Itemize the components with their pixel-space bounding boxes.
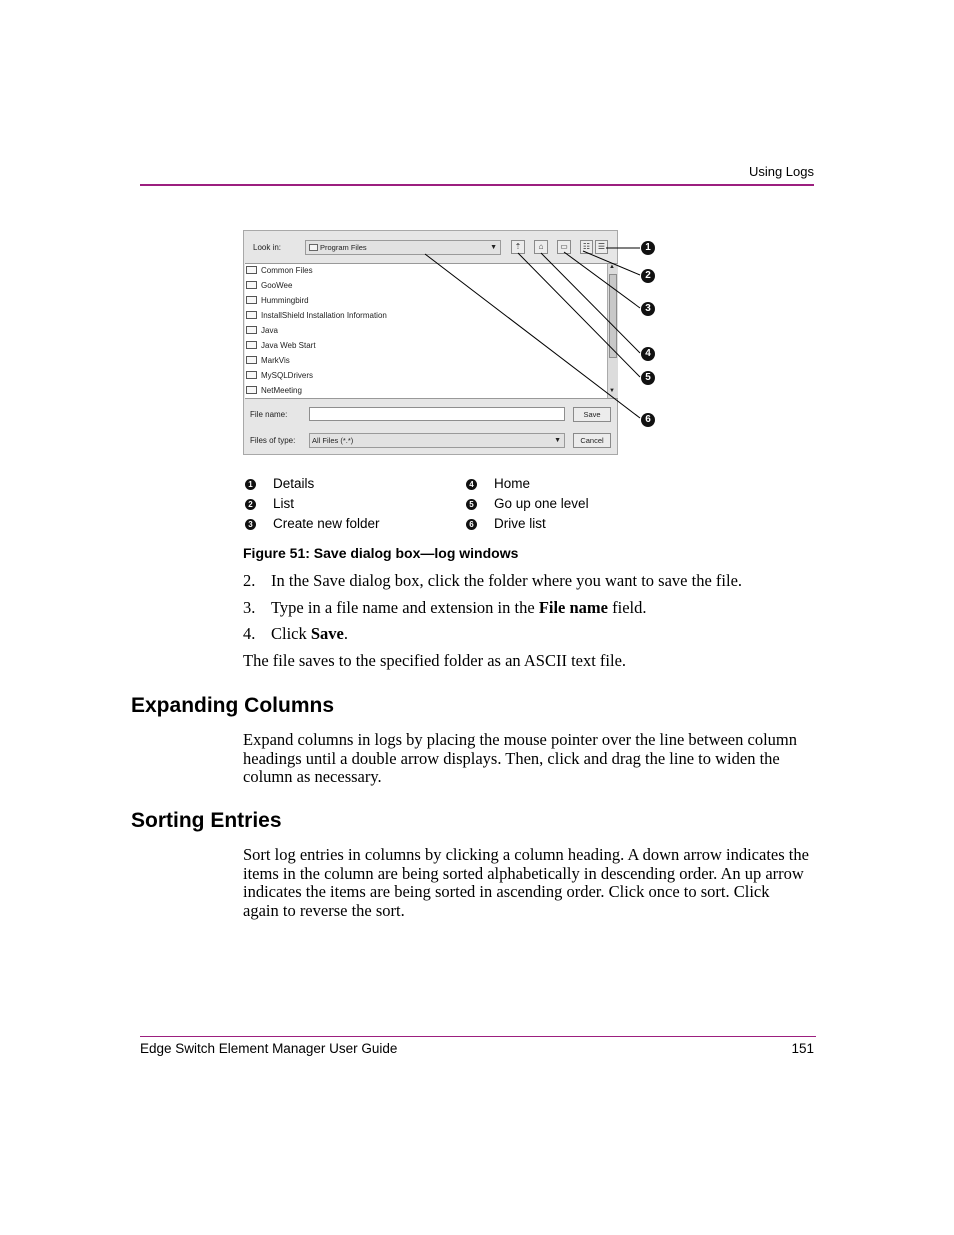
leader-line-4 [541, 253, 640, 353]
files-of-type-value: All Files (*.*) [312, 436, 354, 445]
leader-line-5 [518, 253, 640, 377]
running-header: Using Logs [748, 164, 814, 179]
callout-3: 3 [641, 302, 655, 316]
list-item[interactable]: MySQLDrivers [246, 371, 313, 386]
legend-item-home: 4 Home [466, 476, 477, 491]
step-4: 4. Click Save. [243, 624, 348, 643]
callout-6: 6 [641, 413, 655, 427]
leader-line-6 [425, 254, 640, 418]
callout-5: 5 [641, 371, 655, 385]
scroll-up-icon[interactable]: ▲ [609, 264, 615, 270]
list-item[interactable]: Java Web Start [246, 341, 316, 356]
up-folder-icon: ⇡ [514, 242, 522, 251]
scroll-down-icon[interactable]: ▼ [609, 388, 615, 394]
list-item[interactable]: GooWee [246, 281, 292, 296]
legend-item-drive-list: 6 Drive list [466, 516, 477, 531]
callout-1: 1 [641, 241, 655, 255]
list-view-icon: ☷ [582, 242, 591, 251]
legend-item-list: 2 List [245, 496, 256, 511]
list-item[interactable]: Java [246, 326, 278, 341]
list-item[interactable]: NetMeeting [246, 386, 302, 398]
file-name-label: File name: [250, 410, 288, 419]
step-3: 3. Type in a file name and extension in the File name field. [243, 598, 647, 617]
footer-title: Edge Switch Element Manager User Guide [140, 1041, 398, 1056]
step-2: 2. In the Save dialog box, click the folder where you want to save the file. [243, 571, 743, 590]
figure-caption: Figure 51: Save dialog box—log windows [243, 545, 519, 561]
legend-item-create-folder: 3 Create new folder [245, 516, 256, 531]
page-number: 151 [791, 1041, 814, 1056]
look-in-value: Program Files [320, 243, 367, 252]
save-button[interactable]: Save [573, 407, 611, 422]
files-of-type-label: Files of type: [250, 436, 296, 445]
body-paragraph: Sort log entries in columns by clicking a column heading. A down arrow indicates the items in the column are being sorted alphabetically in descending order. An up arrow indicates the items are being sorted in ascending order. Click once to sort. Click again to reverse the sort. [243, 845, 809, 920]
list-item[interactable]: InstallShield Installation Information [246, 311, 387, 326]
list-item[interactable]: Common Files [246, 266, 313, 281]
look-in-label: Look in: [253, 243, 282, 252]
chevron-down-icon: ▼ [554, 437, 561, 444]
body-paragraph: Expand columns in logs by placing the mouse pointer over the line between column headings until a double arrow displays. Then, click and drag the line to widen the column as necessary. [243, 730, 797, 786]
footer-rule [140, 1036, 816, 1037]
cancel-button[interactable]: Cancel [573, 433, 611, 448]
section-heading: Expanding Columns [131, 694, 335, 717]
legend-item-details: 1 Details [245, 476, 256, 491]
home-icon: ⌂ [538, 242, 544, 251]
list-item[interactable]: Hummingbird [246, 296, 309, 311]
details-view-icon: ☰ [597, 242, 606, 251]
list-item[interactable]: MarkVis [246, 356, 290, 371]
callout-2: 2 [641, 269, 655, 283]
legend-item-go-up: 5 Go up one level [466, 496, 477, 511]
leader-line-3 [564, 252, 640, 308]
chevron-down-icon: ▼ [490, 244, 497, 251]
callout-4: 4 [641, 347, 655, 361]
body-paragraph: The file saves to the specified folder as an ASCII text file. [243, 651, 627, 670]
leader-line-2 [583, 251, 640, 275]
section-heading: Sorting Entries [131, 809, 282, 832]
new-folder-icon: ▭ [560, 242, 568, 251]
